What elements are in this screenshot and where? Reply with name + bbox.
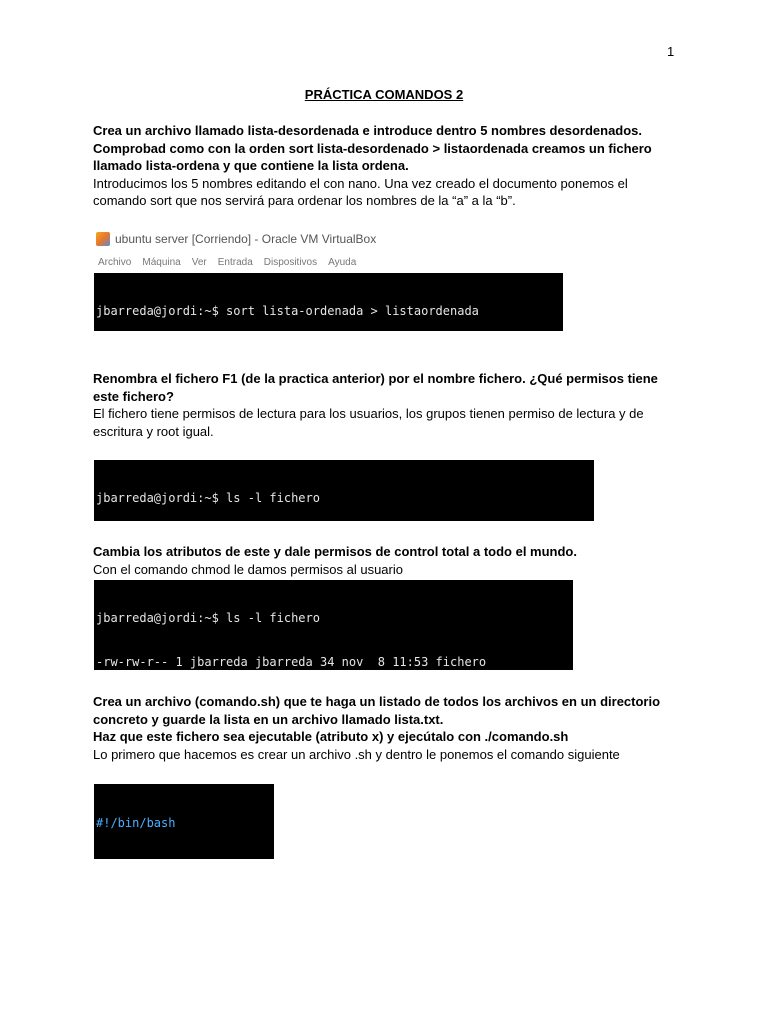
section-3-answer: Con el comando chmod le damos permisos al usuario [93,561,403,577]
section-1 [93,122,678,210]
virtualbox-window-title [96,229,376,249]
menu-item-archivo: Archivo [98,257,132,268]
section-2-question: Renombra el fichero F1 (de la practica anterior) por el nombre fichero. ¿Qué permisos tiene este fichero? [93,371,658,404]
section-4-question-2: Haz que este fichero sea ejecutable (atributo x) y ejecútalo con ./comando.sh [93,729,569,744]
terminal-script [94,784,274,859]
section-1-question: Crea un archivo llamado lista-desordenada e introduce dentro 5 nombres desordenados. Comprobad como con la orden sort lista-desordenado > listaordenada creamos un fichero llamado lista-ordena y que contiene la lista ordena. [93,123,652,173]
section-4-question-1: Crea un archivo (comando.sh) que te haga un listado de todos los archivos en un directorio concreto y guarde la lista en un archivo llamado lista.txt. [93,694,661,727]
section-3-question: Cambia los atributos de este y dale permisos de control total a todo el mundo. [93,544,577,559]
terminal-line: jbarreda@jordi:~$ sort lista-ordenada > listaordenada [96,304,479,319]
shebang-line: #!/bin/bash [96,816,176,831]
section-2 [93,370,678,440]
menu-item-ayuda: Ayuda [328,257,357,268]
page-number: 1 [667,44,675,59]
terminal-sort [94,273,563,331]
section-1-answer: Introducimos los 5 nombres editando el con nano. Una vez creado el documento ponemos el comando sort que nos servirá para ordenar los nombres de la “a” a la “b”. [93,175,628,208]
menu-item-entrada: Entrada [217,257,253,268]
menu-item-dispositivos: Dispositivos [263,257,318,268]
menu-item-maquina: Máquina [142,257,181,268]
virtualbox-menu-bar [98,257,356,271]
section-3 [93,543,678,578]
document-title: PRÁCTICA COMANDOS 2 [304,87,464,102]
terminal-chmod [94,580,573,670]
terminal-ls [94,460,594,521]
menu-item-ver: Ver [191,257,207,268]
section-4-answer: Lo primero que hacemos es crear un archivo .sh y dentro le ponemos el comando siguiente [93,746,620,762]
terminal-line: jbarreda@jordi:~$ ls -l fichero [96,491,320,506]
terminal-line: jbarreda@jordi:~$ ls -l fichero [96,611,320,626]
terminal-line: -rw-rw-r-- 1 jbarreda jbarreda 34 nov 8 11:53 fichero [96,654,487,669]
virtualbox-icon [96,232,110,246]
window-title-text: ubuntu server [Corriendo] - Oracle VM VirtualBox [115,232,377,246]
section-2-answer: El fichero tiene permisos de lectura para los usuarios, los grupos tienen permiso de lectura y de escritura y root igual. [93,406,644,439]
section-4 [93,693,678,763]
